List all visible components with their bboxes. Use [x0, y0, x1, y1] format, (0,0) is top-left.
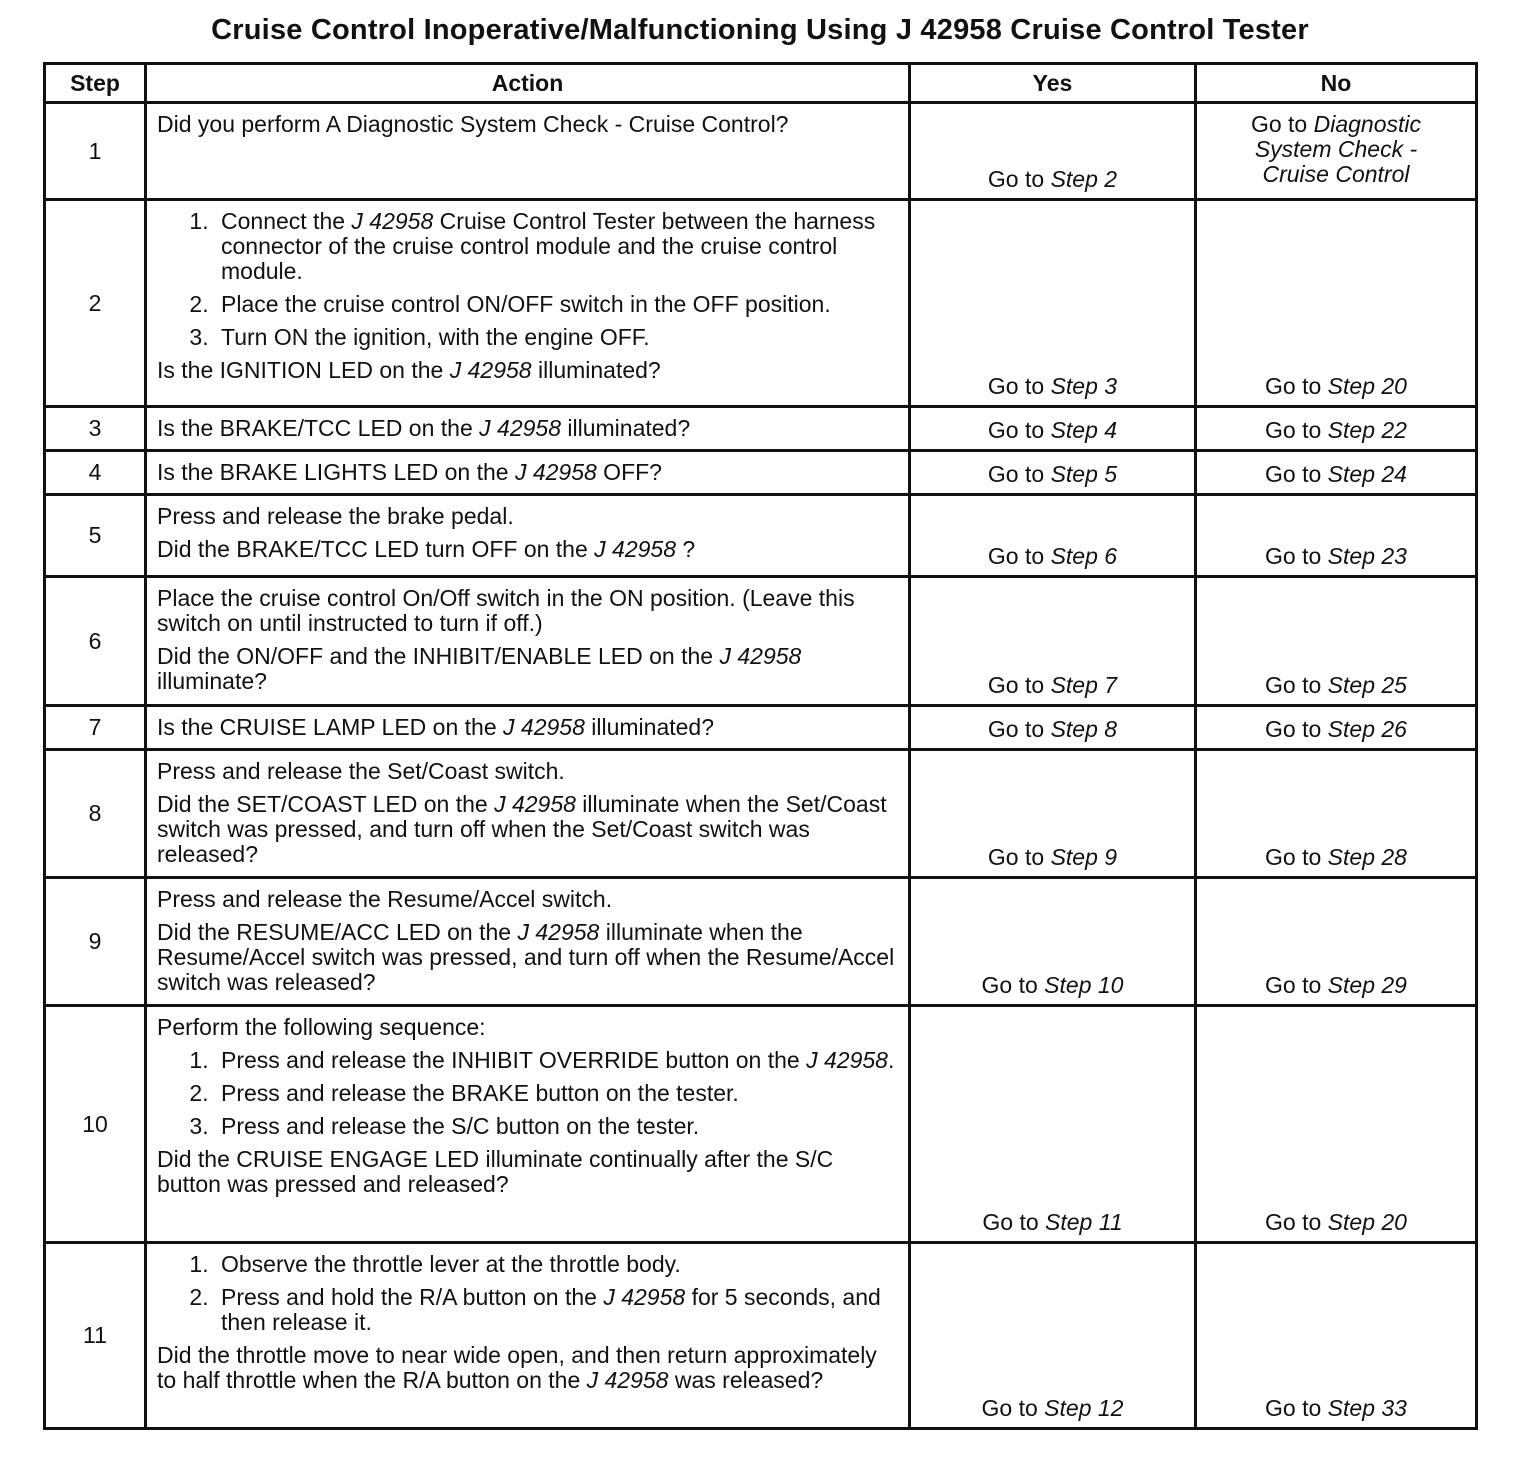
goto-label: Go to	[1250, 111, 1308, 137]
goto-step-link: Step 7	[1050, 672, 1118, 698]
goto-step-link: Step 9	[1050, 844, 1118, 870]
goto-label: Go to	[987, 166, 1045, 192]
goto-label: Go to	[987, 543, 1045, 569]
action-cell	[146, 407, 910, 451]
goto-step-link: Step 29	[1327, 972, 1407, 998]
goto-label: Go to	[987, 461, 1045, 487]
action-question	[157, 792, 898, 867]
tool-reference: J 42958	[449, 357, 532, 383]
yes-cell	[910, 495, 1196, 577]
goto-step-link: Step 20	[1327, 1209, 1407, 1235]
substep-1: 1. Observe the throttle lever at the throttle body.	[215, 1252, 898, 1277]
no-cell	[1196, 407, 1477, 451]
step-number: 11	[45, 1243, 146, 1429]
action-cell	[146, 750, 910, 878]
action-text: Place the cruise control On/Off switch in the ON position. (Leave this switch on until instructed to turn if off.)	[157, 585, 855, 636]
goto-label: Go to	[987, 672, 1045, 698]
substep-text: for 5 seconds, and then release it.	[221, 1284, 881, 1335]
substep-2	[215, 1285, 898, 1335]
action-text: Did you perform A Diagnostic System Check - Cruise Control?	[157, 111, 789, 137]
goto-label: Go to	[1265, 543, 1322, 569]
goto-step-link: Step 24	[1327, 461, 1407, 487]
goto-label: Go to	[1265, 1395, 1322, 1421]
question-text: Is the BRAKE LIGHTS LED on the	[157, 459, 515, 485]
goto-label: Go to	[1265, 672, 1322, 698]
action-question	[157, 358, 898, 383]
question-text: illuminate?	[157, 668, 267, 694]
goto-reference: Diagnostic	[1313, 111, 1422, 137]
tool-reference: J 42958	[719, 643, 802, 669]
action-substeps	[157, 1048, 898, 1139]
action-cell	[146, 577, 910, 706]
goto-label: Go to	[1265, 461, 1322, 487]
question-text: Did the SET/COAST LED on the	[157, 791, 495, 817]
action-substeps	[157, 209, 898, 350]
table-row-step-4	[45, 451, 1477, 495]
goto-label: Go to	[987, 373, 1045, 399]
step-number: 6	[45, 577, 146, 706]
goto-step-link: Step 2	[1050, 166, 1118, 192]
substep-3: 3. Turn ON the ignition, with the engine OFF.	[215, 325, 898, 350]
step-number: 7	[45, 706, 146, 750]
substep-text: Connect the	[221, 208, 352, 234]
goto-label: Go to	[987, 716, 1045, 742]
question-text: illuminate when the Set/Coast switch was pressed, and turn off when the Set/Coast switch was released?	[157, 791, 887, 867]
question-text: was released?	[668, 1367, 824, 1393]
step-number: 2	[45, 200, 146, 407]
question-text: Did the ON/OFF and the INHIBIT/ENABLE LED on the	[157, 643, 720, 669]
step-number: 5	[45, 495, 146, 577]
action-text: Press and release the Resume/Accel switch.	[157, 886, 613, 912]
tool-reference: J 42958	[586, 1367, 669, 1393]
step-number: 4	[45, 451, 146, 495]
goto-step-link: Step 26	[1327, 716, 1407, 742]
step-number: 10	[45, 1006, 146, 1243]
goto-step-link: Step 25	[1327, 672, 1407, 698]
goto-reference-line2: System Check -	[1254, 136, 1418, 162]
goto-label: Go to	[987, 417, 1045, 443]
question-text: OFF?	[596, 459, 662, 485]
action-cell	[146, 706, 910, 750]
table-row-step-10	[45, 1006, 1477, 1243]
goto-step-link: Step 5	[1050, 461, 1118, 487]
goto-step-link: Step 33	[1327, 1395, 1407, 1421]
goto-label: Go to	[1265, 844, 1322, 870]
no-cell	[1196, 451, 1477, 495]
substep-text: Cruise Control Tester between the harness connector of the cruise control module and the cruise control module.	[221, 208, 876, 284]
no-cell	[1196, 1243, 1477, 1429]
header-no: No	[1196, 64, 1477, 103]
yes-cell	[910, 1006, 1196, 1243]
action-question	[157, 920, 898, 995]
goto-label: Go to	[1265, 373, 1322, 399]
goto-step-link: Step 6	[1050, 543, 1118, 569]
goto-step-link: Step 12	[1044, 1395, 1124, 1421]
question-text: Did the BRAKE/TCC LED turn OFF on the	[157, 536, 595, 562]
goto-label: Go to	[1265, 417, 1322, 443]
table-header-row	[45, 64, 1477, 103]
tool-reference: J 42958	[479, 415, 561, 441]
no-cell	[1196, 750, 1477, 878]
action-cell	[146, 103, 910, 200]
tool-reference: J 42958	[494, 791, 576, 817]
table-row-step-7	[45, 706, 1477, 750]
table-row-step-8	[45, 750, 1477, 878]
question-text: illuminated?	[561, 415, 691, 441]
goto-step-link: Step 20	[1327, 373, 1407, 399]
table-row-step-1	[45, 103, 1477, 200]
goto-label: Go to	[987, 844, 1045, 870]
header-action: Action	[146, 64, 910, 103]
step-number: 9	[45, 878, 146, 1006]
substep-2: 2. Press and release the BRAKE button on the tester.	[215, 1081, 898, 1106]
goto-label: Go to	[981, 972, 1038, 998]
question-text: illuminated?	[531, 357, 661, 383]
table-row-step-9	[45, 878, 1477, 1006]
goto-reference-line3: Cruise Control	[1262, 161, 1410, 187]
table-row-step-6	[45, 577, 1477, 706]
tool-reference: J 42958	[514, 459, 597, 485]
substep-text: .	[887, 1047, 895, 1073]
table-row-step-3	[45, 407, 1477, 451]
goto-step-link: Step 22	[1327, 417, 1407, 443]
no-cell	[1196, 200, 1477, 407]
action-cell	[146, 878, 910, 1006]
yes-cell	[910, 878, 1196, 1006]
substep-2: 2. Place the cruise control ON/OFF switch in the OFF position.	[215, 292, 898, 317]
header-step: Step	[45, 64, 146, 103]
goto-step-link: Step 23	[1327, 543, 1407, 569]
action-question	[157, 537, 898, 562]
question-text: Is the BRAKE/TCC LED on the	[157, 415, 480, 441]
substep-text: Press and release the INHIBIT OVERRIDE button on the	[221, 1047, 807, 1073]
no-cell	[1196, 103, 1477, 200]
step-number: 3	[45, 407, 146, 451]
action-question	[157, 1343, 898, 1393]
question-text: ?	[676, 536, 696, 562]
no-cell	[1196, 495, 1477, 577]
table-row-step-2	[45, 200, 1477, 407]
tool-reference: J 42958	[594, 536, 677, 562]
action-cell	[146, 495, 910, 577]
action-cell	[146, 1243, 910, 1429]
action-question	[157, 715, 898, 740]
substep-1	[215, 209, 898, 284]
action-text: Press and release the brake pedal.	[157, 503, 514, 529]
goto-label: Go to	[1265, 1209, 1322, 1235]
goto-label: Go to	[982, 1209, 1039, 1235]
question-text: Did the throttle move to near wide open, and then return approximately to half throttle when the R/A button on the	[157, 1342, 877, 1393]
goto-step-link: Step 4	[1050, 417, 1118, 443]
action-substeps	[157, 1252, 898, 1335]
goto-label: Go to	[981, 1395, 1038, 1421]
no-cell	[1196, 706, 1477, 750]
action-cell	[146, 200, 910, 407]
yes-cell	[910, 750, 1196, 878]
substep-1	[215, 1048, 898, 1073]
question-text: Is the CRUISE LAMP LED on the	[157, 714, 504, 740]
yes-cell	[910, 103, 1196, 200]
goto-step-link: Step 10	[1044, 972, 1124, 998]
action-question	[157, 644, 898, 694]
question-text: illuminate when the Resume/Accel switch was pressed, and turn off when the Resume/Accel switch was released?	[157, 919, 895, 995]
no-cell	[1196, 878, 1477, 1006]
action-text: Press and release the Set/Coast switch.	[157, 758, 565, 784]
table-row-step-11	[45, 1243, 1477, 1429]
action-question: Did the CRUISE ENGAGE LED illuminate continually after the S/C button was pressed and released?	[157, 1146, 834, 1197]
tool-reference: J 42958	[351, 208, 434, 234]
yes-cell	[910, 1243, 1196, 1429]
goto-label: Go to	[1265, 716, 1322, 742]
action-cell	[146, 451, 910, 495]
tool-reference: J 42958	[603, 1284, 686, 1310]
table-row-step-5	[45, 495, 1477, 577]
question-text: Did the RESUME/ACC LED on the	[157, 919, 518, 945]
no-cell	[1196, 577, 1477, 706]
step-number: 1	[45, 103, 146, 200]
action-question	[157, 416, 898, 441]
goto-step-link: Step 28	[1327, 844, 1407, 870]
action-cell	[146, 1006, 910, 1243]
diagnostic-table	[43, 62, 1478, 1430]
tool-reference: J 42958	[517, 919, 600, 945]
tool-reference: J 42958	[503, 714, 585, 740]
step-number: 8	[45, 750, 146, 878]
yes-cell	[910, 407, 1196, 451]
goto-step-link: Step 8	[1050, 716, 1118, 742]
substep-text: Press and hold the R/A button on the	[221, 1284, 604, 1310]
goto-step-link: Step 11	[1045, 1209, 1123, 1235]
action-text: Perform the following sequence:	[157, 1014, 486, 1040]
no-cell	[1196, 1006, 1477, 1243]
yes-cell	[910, 577, 1196, 706]
substep-3: 3. Press and release the S/C button on the tester.	[215, 1114, 898, 1139]
goto-step-link: Step 3	[1050, 373, 1118, 399]
yes-cell	[910, 706, 1196, 750]
question-text: illuminated?	[584, 714, 715, 740]
yes-cell	[910, 451, 1196, 495]
action-question	[157, 460, 898, 485]
yes-cell	[910, 200, 1196, 407]
tool-reference: J 42958	[806, 1047, 888, 1073]
goto-label: Go to	[1265, 972, 1322, 998]
question-text: Is the IGNITION LED on the	[157, 357, 450, 383]
page-title: Cruise Control Inoperative/Malfunctioning Using J 42958 Cruise Control Tester	[211, 14, 1309, 46]
header-yes: Yes	[910, 64, 1196, 103]
